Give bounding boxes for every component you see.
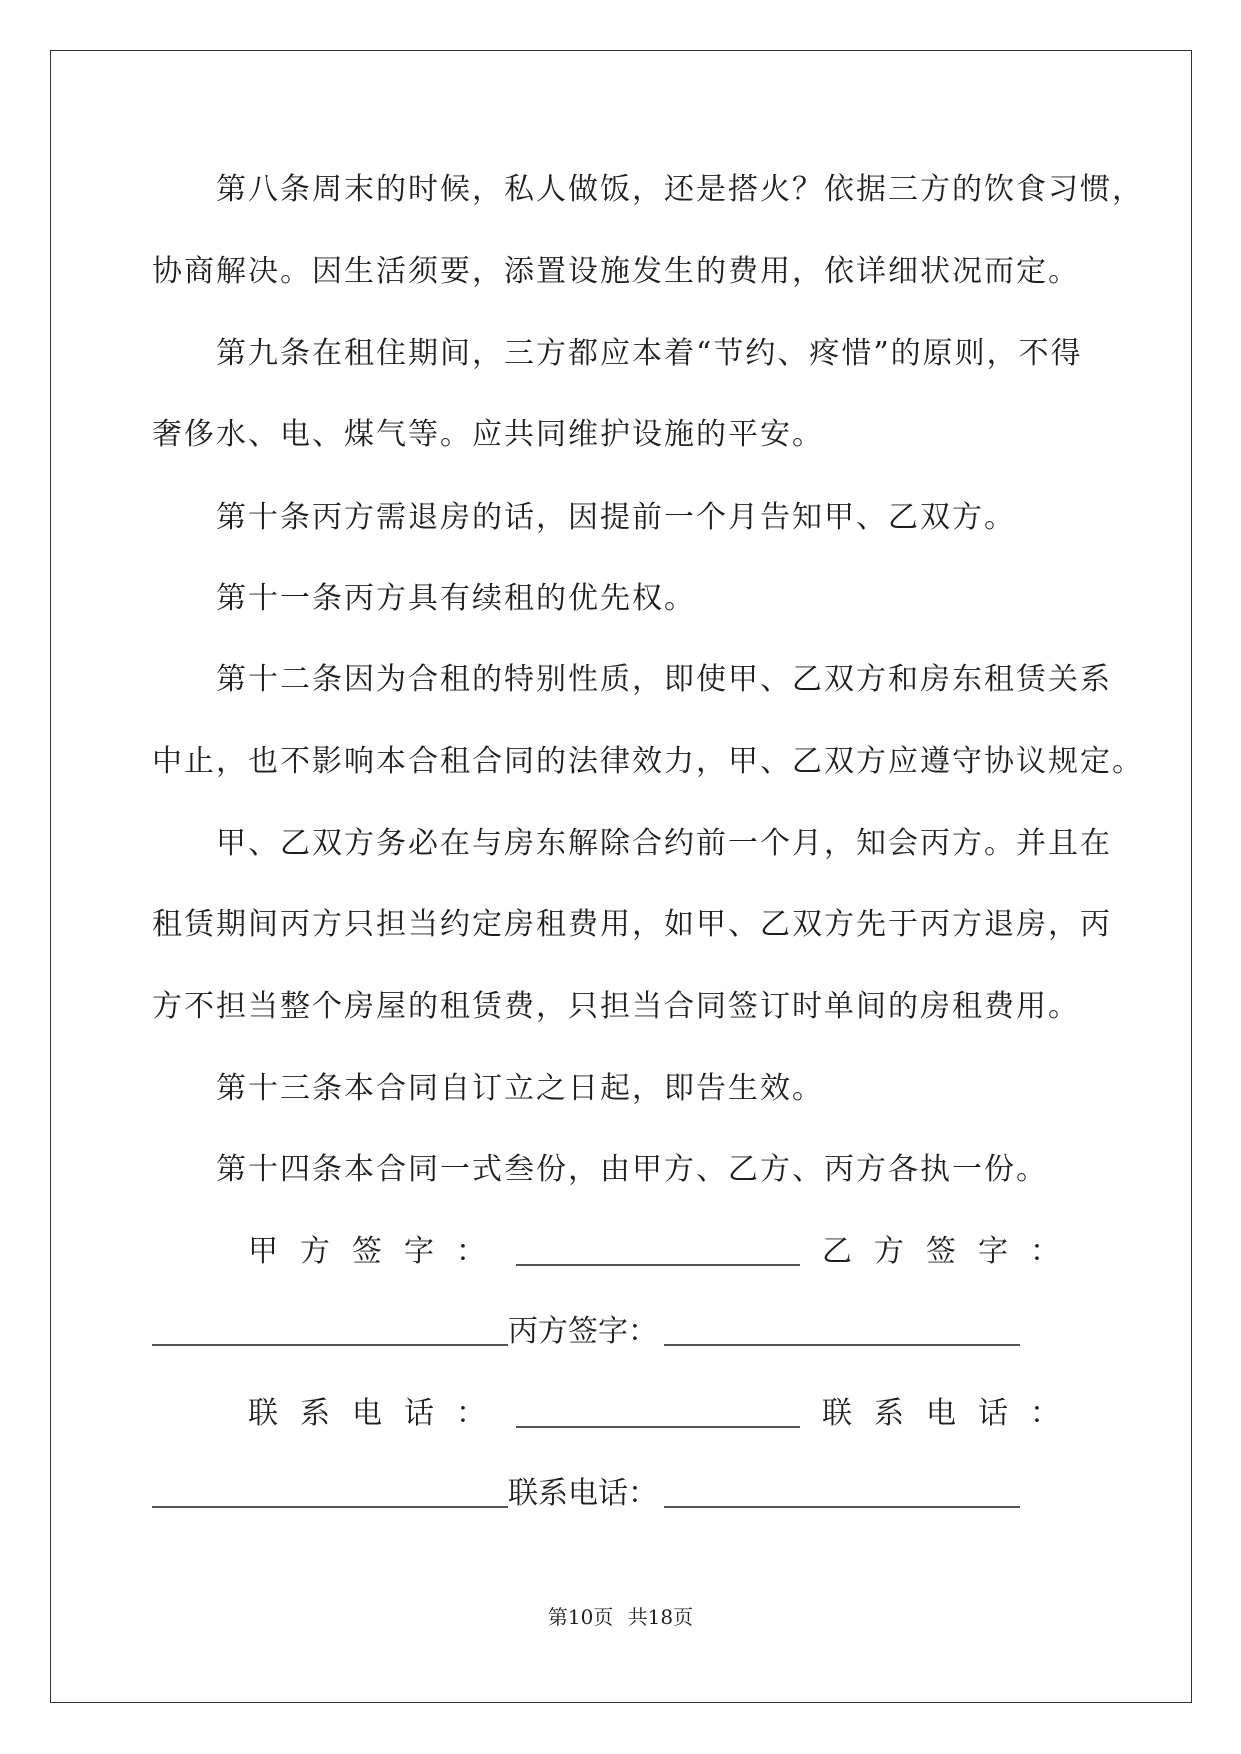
para-13-line-1: 第十三条本合同自订立之日起，即告生效。 <box>216 1071 824 1106</box>
phone-c-label: 联系电话： <box>508 1476 658 1511</box>
total-pages-label: 共18页 <box>627 1605 694 1629</box>
party-c-sign-blank <box>664 1344 1020 1346</box>
para-10-line-1: 第十条丙方需退房的话，因提前一个月告知甲、乙双方。 <box>216 500 1016 535</box>
para-8-line-2: 协商解决。因生活须要，添置设施发生的费用，依详细状况而定。 <box>152 254 1080 289</box>
para-12b-line-3: 方不担当整个房屋的租赁费，只担当合同签订时单间的房租费用。 <box>152 989 1080 1024</box>
phone-b-label: 联系电话： <box>822 1396 1082 1431</box>
para-12-line-1: 第十二条因为合租的特别性质，即使甲、乙双方和房东租赁关系 <box>216 662 1112 697</box>
phone-a-label: 联系电话： <box>248 1396 508 1431</box>
para-9-line-2: 奢侈水、电、煤气等。应共同维护设施的平安。 <box>152 417 824 452</box>
page-border <box>50 50 1192 1703</box>
para-12b-line-1: 甲、乙双方务必在与房东解除合约前一个月，知会丙方。并且在 <box>216 826 1112 861</box>
para-12b-line-2: 租赁期间丙方只担当约定房租费用，如甲、乙双方先于丙方退房，丙 <box>152 907 1112 942</box>
signature-row-1 <box>152 1234 1082 1270</box>
current-page-label: 第10页 <box>547 1605 614 1629</box>
para-14-line-1: 第十四条本合同一式叁份，由甲方、乙方、丙方各执一份。 <box>216 1152 1048 1187</box>
signature-row-3 <box>152 1396 1082 1432</box>
party-a-sign-label: 甲方签字： <box>248 1234 508 1269</box>
party-a-sign-blank <box>516 1264 800 1266</box>
para-8-line-1: 第八条周末的时候，私人做饭，还是搭火？依据三方的饮食习惯， <box>216 172 1144 207</box>
phone-c-blank <box>664 1506 1020 1508</box>
para-12-line-2: 中止，也不影响本合租合同的法律效力，甲、乙双方应遵守协议规定。 <box>152 744 1144 779</box>
signature-row-2 <box>152 1314 1082 1350</box>
signature-row-4 <box>152 1476 1082 1512</box>
party-b-sign-label: 乙方签字： <box>822 1234 1082 1269</box>
para-11-line-1: 第十一条丙方具有续租的优先权。 <box>216 581 696 616</box>
phone-b-blank <box>152 1506 508 1508</box>
party-c-sign-label: 丙方签字： <box>508 1314 658 1349</box>
phone-a-blank <box>516 1426 800 1428</box>
para-9-line-1: 第九条在租住期间，三方都应本着“节约、疼惜”的原则，不得 <box>216 336 1083 371</box>
page-footer <box>0 1605 1241 1629</box>
party-b-sign-blank <box>152 1344 508 1346</box>
